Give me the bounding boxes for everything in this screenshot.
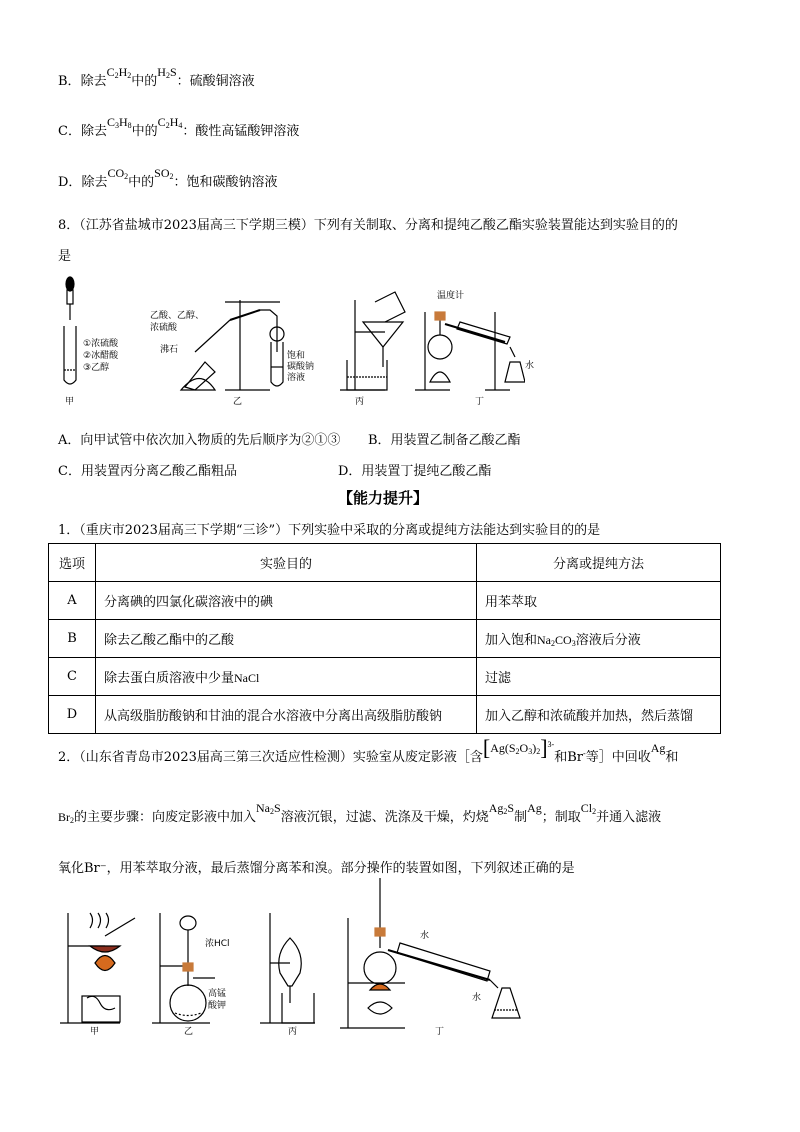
- q2-ding-water-in: 水: [420, 931, 430, 941]
- jia-label-2: ②冰醋酸: [83, 351, 119, 361]
- q8-stem-line1: 8．（江苏省盐城市2023届高三下学期三模）下列有关制取、分离和提纯乙酸乙酯实验装置能达到实验目的的: [58, 218, 678, 233]
- yi-label-2: 浓硫酸: [150, 323, 178, 333]
- q2-bing-caption: 丙: [288, 1027, 298, 1037]
- prev-option-d: D．除去$CO_2$中的$SO_2$：饱和碳酸钠溶液: [58, 166, 278, 190]
- table-row: [49, 620, 721, 658]
- row-goal: 除去蛋白质溶液中少量NaCl: [96, 658, 477, 696]
- q2-stem-line1: 2．（山东省青岛市2023届高三第三次适应性检测）实验室从废定影液［含$[Ag(S_2O_3)_2]^{3-}$和Br-等］中回收Ag和: [58, 735, 679, 765]
- q2-stem-line3: 氧化Br⁻，用苯萃取分液，最后蒸馏分离苯和溴。部分操作的装置如图，下列叙述正确的是: [58, 861, 575, 876]
- row-option: D: [49, 696, 96, 734]
- ding-thermometer-label: 温度计: [437, 291, 465, 301]
- header-goal: 实验目的: [96, 544, 477, 582]
- section-title: 【能力提升】: [338, 489, 429, 507]
- q2-figure: [60, 878, 530, 1038]
- row-method: 过滤: [477, 658, 721, 696]
- q2-yi-reagent-2: 酸钾: [208, 1001, 227, 1011]
- row-method: 加入乙醇和浓硫酸并加热，然后蒸馏: [477, 696, 721, 734]
- row-option: B: [49, 620, 96, 658]
- q8-stem-line2: 是: [58, 249, 72, 264]
- jia-caption: 甲: [65, 397, 75, 407]
- yi-right-1: 饱和: [287, 351, 306, 361]
- yi-caption: 乙: [233, 397, 243, 407]
- ding-caption: 丁: [475, 397, 485, 407]
- q1-stem: 1．（重庆市2023届高三下学期“三诊”）下列实验中采取的分离或提纯方法能达到实验目的的是: [58, 523, 601, 538]
- q2-ding-water-out: 水: [472, 993, 482, 1003]
- prev-option-b: B．除去$C_2H_2$中的$H_2S$：硫酸铜溶液: [58, 65, 255, 89]
- q1-table: [48, 543, 721, 734]
- table-row: [49, 696, 721, 734]
- q8-option-a: A．向甲试管中依次加入物质的先后顺序为②①③: [58, 433, 341, 448]
- row-goal: 从高级脂肪酸钠和甘油的混合水溶液中分离出高级脂肪酸钠: [96, 696, 477, 734]
- q2-yi-hcl-label: 浓HCl: [205, 939, 230, 949]
- q2-yi-caption: 乙: [184, 1027, 194, 1037]
- table-header-row: [49, 544, 721, 582]
- header-option: 选项: [49, 544, 96, 582]
- row-option: C: [49, 658, 96, 696]
- row-method: 用苯萃取: [477, 582, 721, 620]
- jia-label-1: ①浓硫酸: [83, 339, 119, 349]
- q8-figure: [55, 272, 535, 412]
- q2-stem-line2: $Br_2$的主要步骤：向废定影液中加入$Na_2S$溶液沉银，过滤、洗涤及干燥，灼烧$Ag_2S$制Ag；制取$Cl_2$并通入滤液: [58, 801, 662, 825]
- q2-ding-caption: 丁: [435, 1027, 445, 1037]
- row-option: A: [49, 582, 96, 620]
- row-goal: 分离碘的四氯化碳溶液中的碘: [96, 582, 477, 620]
- q8-option-b: B．用装置乙制备乙酸乙酯: [368, 433, 521, 448]
- table-row: [49, 582, 721, 620]
- q2-yi-reagent-1: 高锰: [208, 989, 227, 999]
- yi-right-3: 溶液: [287, 373, 306, 383]
- yi-label-3: 沸石: [160, 345, 179, 355]
- row-method: 加入饱和$Na_2CO_3$溶液后分液: [477, 620, 721, 658]
- q8-option-d: D．用装置丁提纯乙酸乙酯: [338, 464, 492, 479]
- yi-right-2: 碳酸钠: [287, 362, 315, 372]
- table-row: [49, 658, 721, 696]
- ding-water-label: 水: [525, 361, 535, 371]
- row-goal: 除去乙酸乙酯中的乙酸: [96, 620, 477, 658]
- prev-option-c: C．除去$C_3H_8$中的$C_2H_4$：酸性高锰酸钾溶液: [58, 115, 300, 139]
- header-method: 分离或提纯方法: [477, 544, 721, 582]
- bing-caption: 丙: [355, 397, 365, 407]
- yi-label-1: 乙酸、乙醇、: [150, 311, 205, 321]
- q8-option-c: C．用装置丙分离乙酸乙酯粗品: [58, 464, 237, 479]
- jia-label-3: ③乙醇: [83, 363, 110, 373]
- q2-jia-caption: 甲: [90, 1027, 100, 1037]
- q2-apparatus-drawing: [60, 878, 530, 1038]
